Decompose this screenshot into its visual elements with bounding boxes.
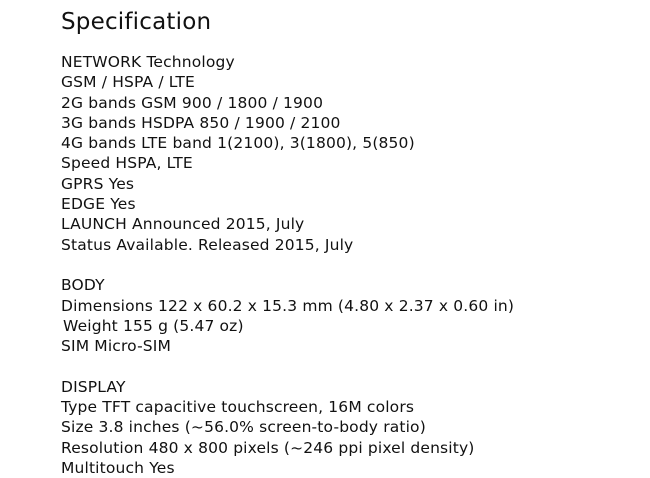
page-title: Specification [61, 9, 212, 35]
display-resolution: Resolution 480 x 800 pixels (~246 ppi pixel density) [61, 438, 475, 457]
network-2g-bands: 2G bands GSM 900 / 1800 / 1900 [61, 93, 324, 112]
display-size: Size 3.8 inches (~56.0% screen-to-body ratio) [61, 418, 426, 437]
body-header: BODY [61, 276, 105, 295]
body-weight: Weight 155 g (5.47 oz) [63, 316, 244, 335]
display-header: DISPLAY [61, 377, 126, 396]
network-technology: GSM / HSPA / LTE [61, 73, 195, 92]
network-gprs: GPRS Yes [61, 174, 135, 193]
display-multitouch: Multitouch Yes [61, 458, 175, 477]
body-sim: SIM Micro-SIM [61, 337, 172, 356]
spec-list [61, 52, 514, 478]
section-spacer [61, 255, 514, 275]
launch-status: Status Available. Released 2015, July [61, 235, 354, 254]
body-dimensions: Dimensions 122 x 60.2 x 15.3 mm (4.80 x 2.37 x 0.60 in) [61, 296, 515, 315]
network-speed: Speed HSPA, LTE [61, 154, 193, 173]
network-4g-bands: 4G bands LTE band 1(2100), 3(1800), 5(850) [61, 134, 415, 153]
launch-announced: LAUNCH Announced 2015, July [61, 215, 305, 234]
network-header: NETWORK Technology [61, 53, 235, 71]
display-type: Type TFT capacitive touchscreen, 16M colors [61, 398, 415, 417]
section-spacer [61, 356, 514, 376]
network-3g-bands: 3G bands HSDPA 850 / 1900 / 2100 [61, 113, 341, 132]
network-edge: EDGE Yes [61, 195, 136, 214]
